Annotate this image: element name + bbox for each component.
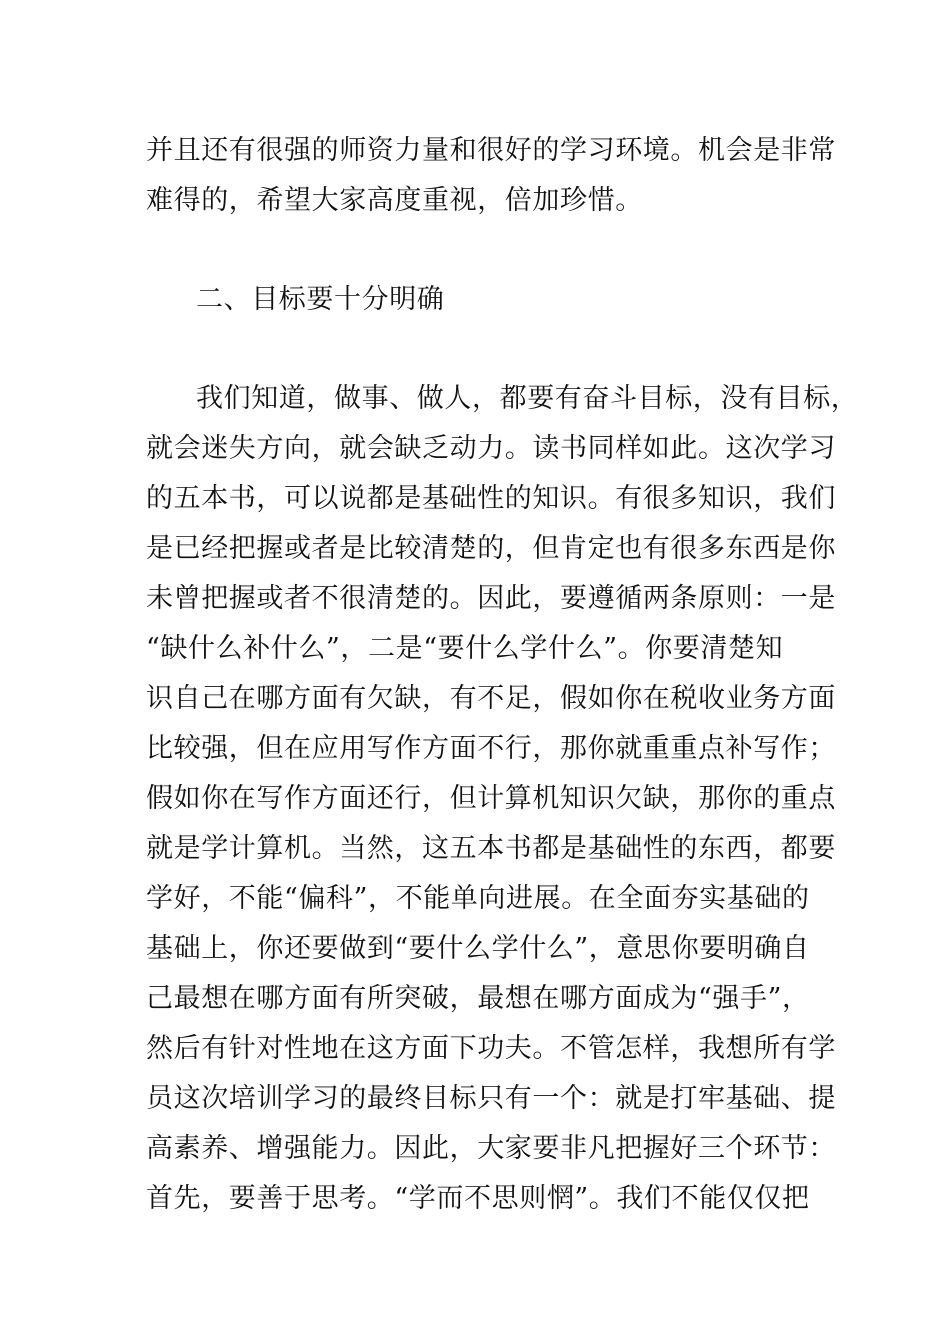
text-line: 己最想在哪方面有所突破，最想在哪方面成为“强手”， (146, 983, 810, 1014)
text-line: 基础上，你还要做到“要什么学什么”，意思你要明确自 (146, 933, 810, 964)
text-line: 比较强，但在应用写作方面不行，那你就重重点补写作； (146, 733, 836, 764)
section-heading: 二、目标要十分明确 (196, 284, 445, 315)
text-line: 难得的，希望大家高度重视，倍加珍惜。 (146, 185, 643, 216)
text-line: 然后有针对性地在这方面下功夫。不管怎样，我想所有学 (146, 1033, 836, 1064)
text-line: 首先，要善于思考。“学而不思则惘”。我们不能仅仅把 (146, 1183, 810, 1214)
text-line: 就是学计算机。当然，这五本书都是基础性的东西，都要 (146, 833, 836, 864)
text-line: 员这次培训学习的最终目标只有一个：就是打牢基础、提 (146, 1083, 836, 1114)
text-line: 就会迷失方向，就会缺乏动力。读书同样如此。这次学习 (146, 433, 836, 464)
text-line: 识自己在哪方面有欠缺，有不足，假如你在税收业务方面 (146, 683, 836, 714)
text-line: 并且还有很强的师资力量和很好的学习环境。机会是非常 (146, 135, 836, 166)
text-line: 高素养、增强能力。因此，大家要非凡把握好三个环节： (146, 1133, 836, 1164)
text-line: “缺什么补什么”，二是“要什么学什么”。你要清楚知 (146, 633, 784, 664)
text-line: 我们知道，做事、做人，都要有奋斗目标，没有目标， (196, 383, 859, 414)
text-line: 假如你在写作方面还行，但计算机知识欠缺，那你的重点 (146, 783, 836, 814)
text-line: 学好，不能“偏科”，不能单向进展。在全面夯实基础的 (146, 883, 810, 914)
text-line: 未曾把握或者不很清楚的。因此，要遵循两条原则：一是 (146, 583, 836, 614)
text-line: 是已经把握或者是比较清楚的，但肯定也有很多东西是你 (146, 533, 836, 564)
text-line: 的五本书，可以说都是基础性的知识。有很多知识，我们 (146, 483, 836, 514)
